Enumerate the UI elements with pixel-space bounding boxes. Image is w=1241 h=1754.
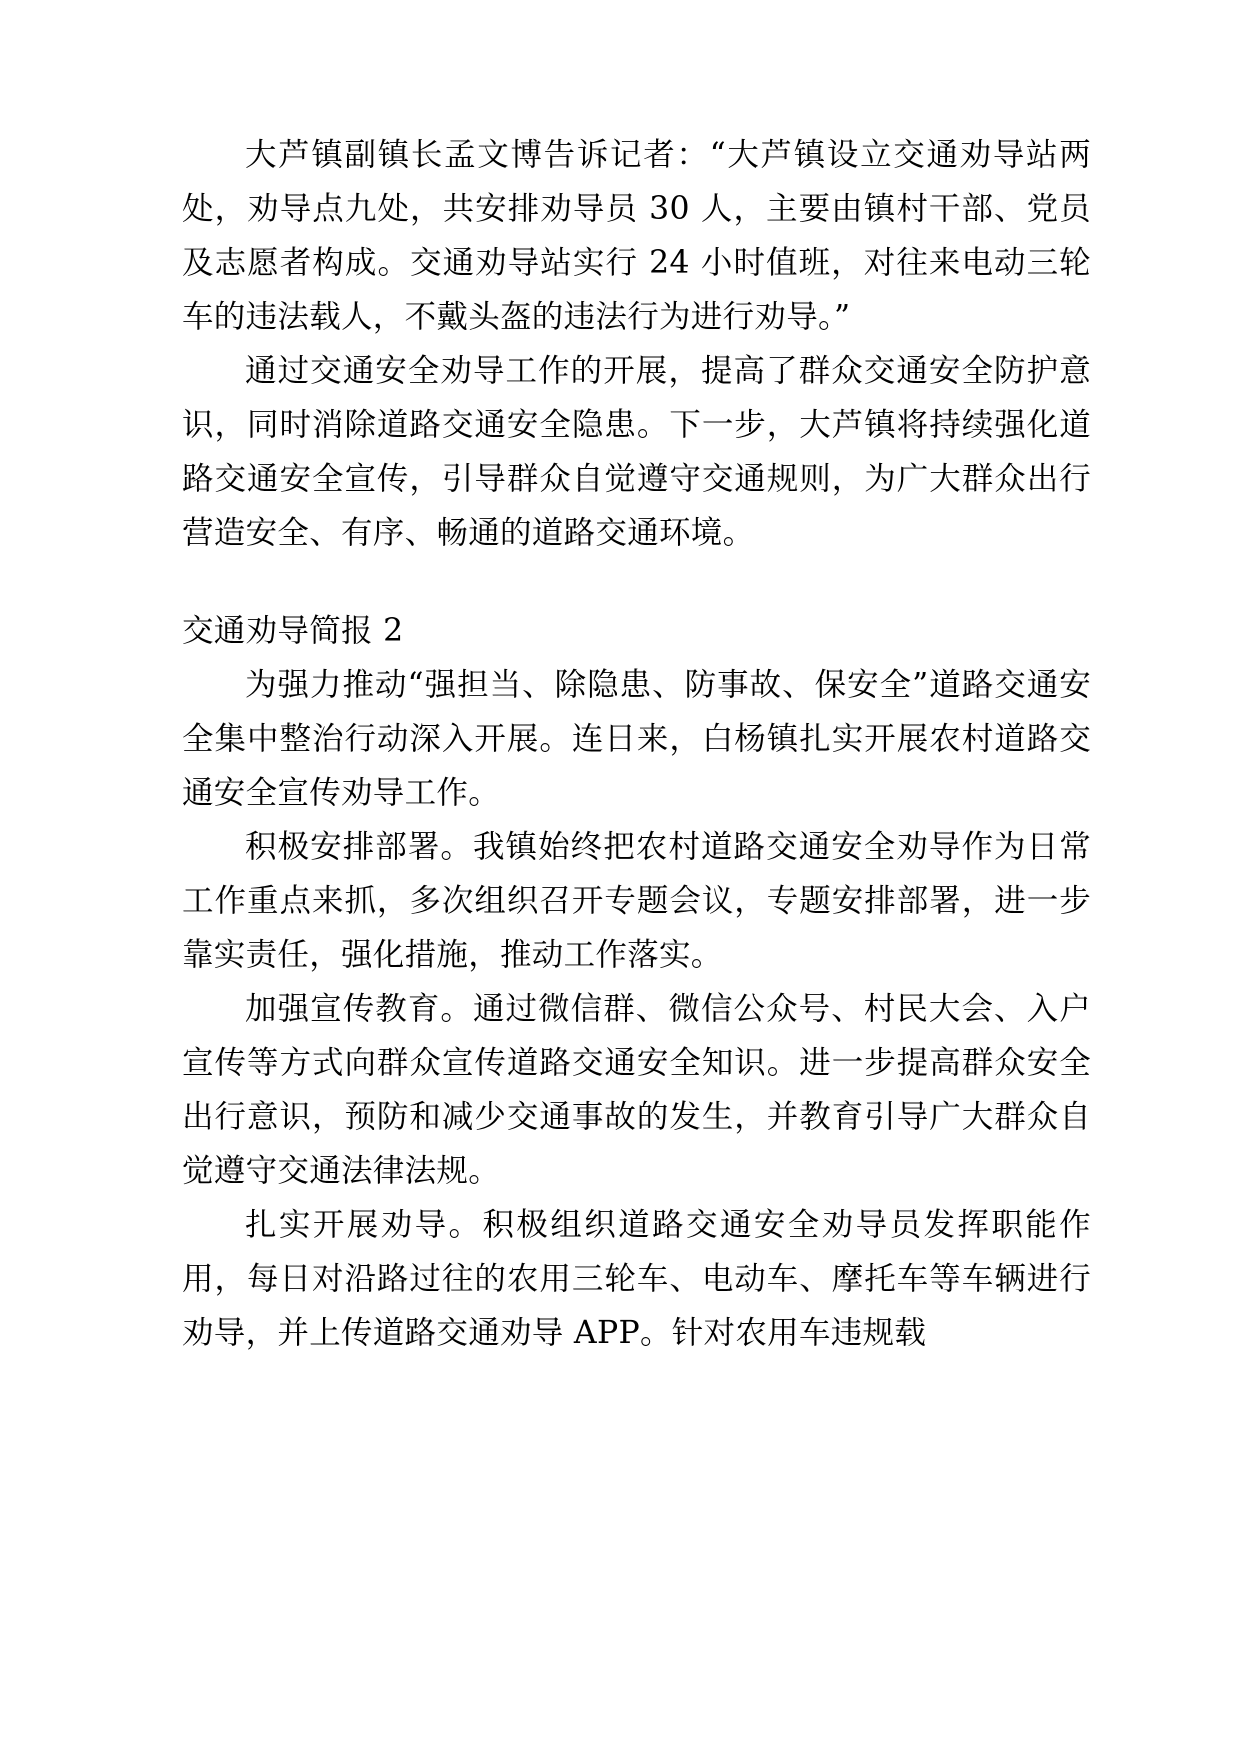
paragraph-outcome-summary: 通过交通安全劝导工作的开展，提高了群众交通安全防护意识，同时消除道路交通安全隐患。下一步，大芦镇将持续强化道路交通安全宣传，引导群众自觉遵守交通规则，为广大群众出行营造安全、有序、畅通的道路交通环境。 — [182, 353, 1091, 551]
document-body — [182, 128, 1091, 1360]
paragraph-baiyang-intro: 为强力推动“强担当、除隐患、防事故、保安全”道路交通安全集中整治行动深入开展。连日来，白杨镇扎实开展农村道路交通安全宣传劝导工作。 — [182, 667, 1091, 811]
paragraph-persuasion-work: 扎实开展劝导。积极组织道路交通安全劝导员发挥职能作用，每日对沿路过往的农用三轮车、电动车、摩托车等车辆进行劝导，并上传道路交通劝导 APP。针对农用车违规载 — [182, 1207, 1091, 1351]
paragraph-quote-deputy-mayor: 大芦镇副镇长孟文博告诉记者：“大芦镇设立交通劝导站两处，劝导点九处，共安排劝导员 30 人，主要由镇村干部、党员及志愿者构成。交通劝导站实行 24 小时值班，对往来电动三轮车的违法载人，不戴头盔的违法行为进行劝导。” — [182, 137, 1091, 335]
paragraph-publicity-education: 加强宣传教育。通过微信群、微信公众号、村民大会、入户宣传等方式向群众宣传道路交通安全知识。进一步提高群众安全出行意识，预防和减少交通事故的发生，并教育引导广大群众自觉遵守交通法律法规。 — [182, 991, 1091, 1189]
section-spacer — [182, 560, 1091, 604]
section-heading-briefing-2: 交通劝导简报 2 — [182, 613, 404, 649]
paragraph-arrangement-deployment: 积极安排部署。我镇始终把农村道路交通安全劝导作为日常工作重点来抓，多次组织召开专题会议，专题安排部署，进一步靠实责任，强化措施，推动工作落实。 — [182, 829, 1091, 973]
